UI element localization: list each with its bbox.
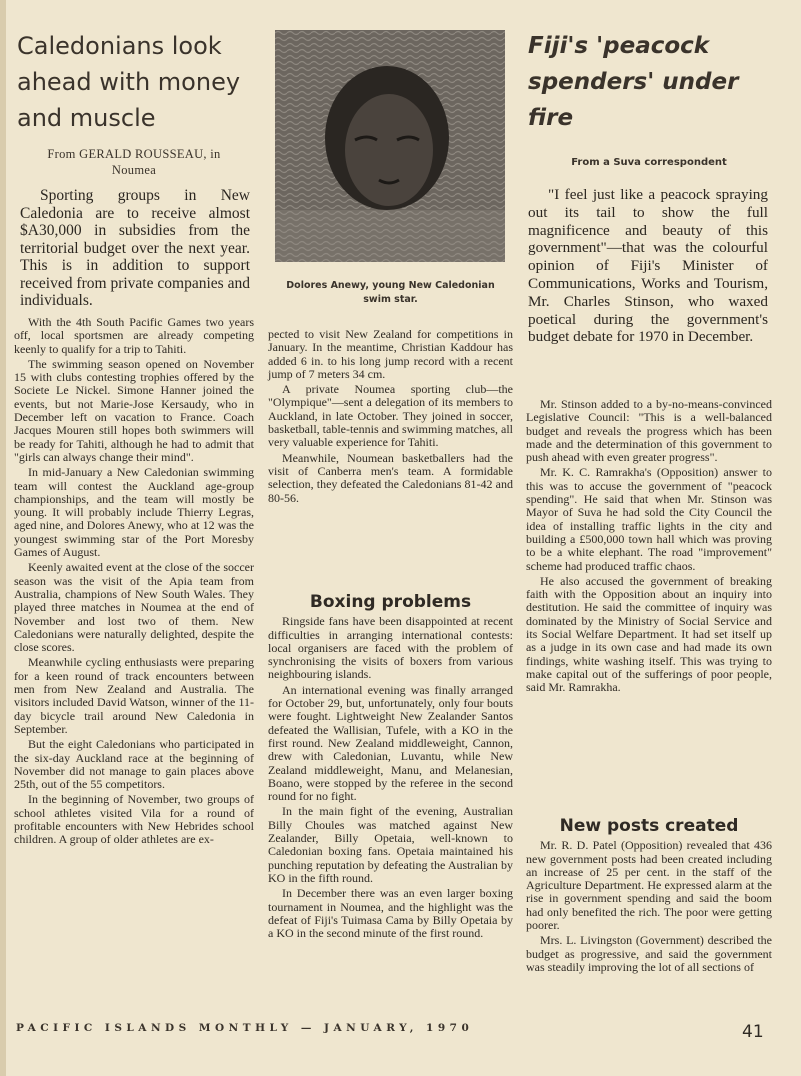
article-intro: Sporting groups in New Caledonia are to receive almost $A30,000 in subsidies from the territorial budget over the next year. This is in addition to support received from private companies and individuals. [20,187,250,309]
article-body [14,316,254,849]
page-footer: PACIFIC ISLANDS MONTHLY — JANUARY, 1970 [16,1022,474,1034]
caption-line-2: swim star. [363,294,418,305]
paragraph: Mr. K. C. Ramrakha's (Opposition) answer to this was to accuse the government of "peacock spending". He said that when Mr. Stinson was Mayor of Suva he had sold the City Council the idea of installing traffic lights in the city and building a £500,000 town hall which was proving to be a white elephant. The road "improvement" scheme had produced traffic chaos. [526,465,772,573]
boxing-section [268,586,513,942]
article-headline: Caledonians look ahead with money and muscle [17,32,241,132]
paragraph: But the eight Caledonians who participated in the six-day Auckland race at the beginning of November did not manage to gain places above 25th, out of the 55 competitors. [14,737,254,792]
article-headline: Fiji's 'peacock spenders' under fire [528,33,739,131]
paragraph: In the beginning of November, two groups of school athletes visited Vila for a round of profitable encounters with New Hebrides school children. A group of older athletes are ex- [14,792,254,847]
page-gutter [0,0,6,1076]
paragraph: Meanwhile cycling enthusiasts were preparing for a keen round of track encounters between men from New Zealand and Australia. The visitors included David Watson, winner of the 11-day bicycle trail around New Caledonia in September. [14,655,254,736]
paragraph: Ringside fans have been disappointed at recent difficulties in arranging international contests: local organisers are faced with the problem of synchronising the visits of boxers from various neighbouring islands. [268,614,513,682]
paragraph: Meanwhile, Noumean basketballers had the visit of Canberra men's team. A formidable selection, they defeated the Caledonians 81-42 and 80-56. [268,450,513,505]
paragraph: pected to visit New Zealand for competitions in January. In the meantime, Christian Kaddour has added 6 in. to his long jump record with a recent jump of 7 meters 34 cm. [268,327,513,381]
paragraph: He also accused the government of breaking faith with the Opposition about an inquiry into destitution. He said the committee of inquiry was dominated by the Ministry of Social Service and its Social Welfare Department. It had set itself up as a judge in its own case and had made its own findings, white washing itself. This was trying to make capital out of the sufferings of poor people, said Mr. Ramrakha. [526,573,772,695]
section-subhead: Boxing problems [309,592,472,612]
swimmer-photo-graphic [275,30,505,262]
byline-line-2: Noumea [111,163,157,177]
paragraph: Mrs. L. Livingston (Government) described the budget as progressive, and said the government was steadily improving the lot of all sections of [526,933,772,974]
paragraph: A private Noumea sporting club—the "Olympique"—sent a delegation of its members to Auckland, in late October. They joined in soccer, basketball, table-tennis and swimming matches, all very valuable experience for Tahiti. [268,382,513,450]
section-subhead: New posts created [559,816,739,836]
paragraph: Mr. R. D. Patel (Opposition) revealed that 436 new government posts had been created including an increase of 25 per cent. in the staff of the Agriculture Department. He expressed alarm at the rise in government spending and said the boom had only benefited the rich. The poor were getting poorer. [526,838,772,933]
paragraph: With the 4th South Pacific Games two years off, local sportsmen are already competing keenly to qualify for a trip to Tahiti. [14,315,254,356]
posts-section [526,816,772,976]
photo-caption [268,279,513,307]
caption-line-1: Dolores Anewy, young New Caledonian [286,280,495,291]
paragraph: In mid-January a New Caledonian swimming team will contest the Auckland age-group championships, and the team will mostly be young. It will probably include Thierry Legras, aged nine, and Dolores Anewy, who at 12 was the youngest swimming star of the Port Moresby Games of August. [14,465,254,560]
article-byline [14,146,254,178]
paragraph: Keenly awaited event at the close of the soccer season was the visit of the Apia team from Australia, champions of New South Wales. They played three matches in Noumea at the end of November and lost two of them. New Caledonians were naturally delighted, despite the close scores. [14,560,254,655]
paragraph: Mr. Stinson added to a by-no-means-convinced Legislative Council: "This is a well-balanced budget and reveals the progress which has been made and the determination of this government to push ahead with even greater progress". [526,397,772,465]
paragraph: An international evening was finally arranged for October 29, but, unfortunately, only four bouts were fought. Lightweight New Zealander Santos defeated the Wallisian, Tufele, with a KO in the first round. New Zealand middleweight, Cannon, drew with Caledonian, Luvantu, while New Zealand middleweight, Manu, and Melanesian, Boano, were stopped by the referee in the second round for no fight. [268,682,513,804]
paragraph: In December there was an even larger boxing tournament in Noumea, and the highlight was the defeat of Fiji's Tuimasa Cama by Billy Opetaia by a KO in the second minute of the first round. [268,886,513,941]
paragraph: In the main fight of the evening, Australian Billy Choules was matched against New Zealander, Billy Opetaia, well-known to Caledonian boxing fans. Opetaia maintained his punching reputation by defeating the Australian by KO in the fifth round. [268,804,513,885]
byline-line-1: From GERALD ROUSSEAU, in [47,147,221,161]
article-byline: From a Suva correspondent [571,157,727,168]
article-body [526,398,772,697]
swimmer-photo [275,30,505,262]
paragraph: The swimming season opened on November 15 with clubs contesting trophies offered by the Societe Le Nickel. Simone Hanner joined the events, but not Marie-Jose Kersaudy, who in December left on vacation to France. Coach Jacques Mouren still hopes both swimmers will be ready for Tahiti, although he had to admit that "girls can always change their mind". [14,356,254,464]
article-body-continued [268,328,513,507]
page-number: 41 [742,1022,764,1042]
article-intro: "I feel just like a peacock spraying out its tail to show the full magnificence and beauty of this government"—that was the colourful opinion of Fiji's Minister of Communications, Works and Tourism, Mr. Charles Stinson, who waxed poetical during the government's budget debate for 1970 in December. [528,186,768,346]
